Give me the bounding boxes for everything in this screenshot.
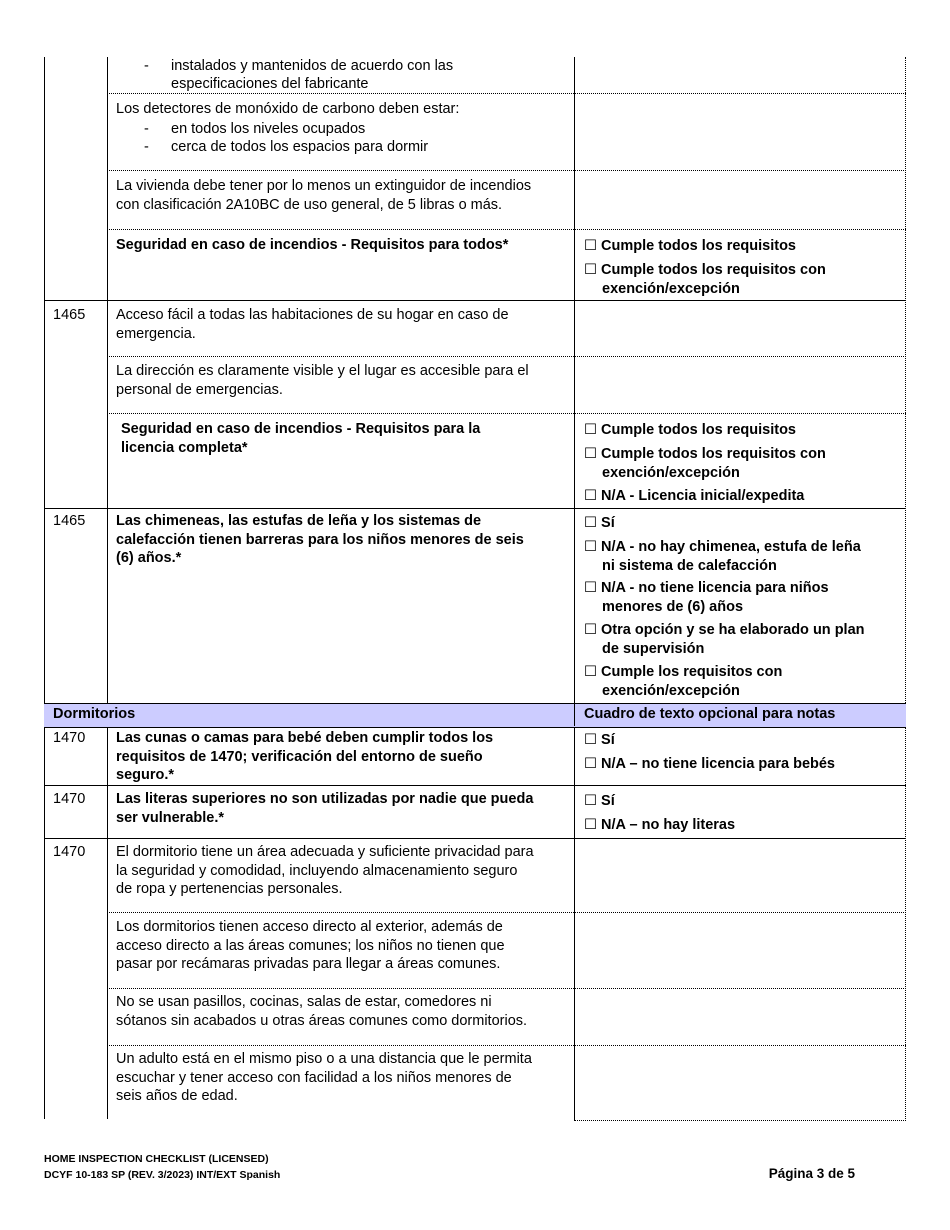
checkbox-icon[interactable]: ☐	[584, 539, 597, 555]
row-separator	[107, 1045, 906, 1046]
checkbox-option[interactable]: ☐ N/A – no hay literas	[584, 817, 736, 833]
checkbox-icon[interactable]: ☐	[584, 664, 597, 680]
requirement-text: Un adulto está en el mismo piso o a una distancia que le permita escuchar y tener acceso con facilidad a los niños menores de seis años de edad.	[116, 1051, 532, 1104]
checkbox-option[interactable]: ☐ Cumple todos los requisitos con exención/excepción	[584, 262, 826, 297]
checkbox-icon[interactable]: ☐	[584, 622, 597, 638]
form-number: DCYF 10-183 SP (REV. 3/2023) INT/EXT Spanish	[44, 1169, 281, 1181]
bullet-text: en todos los niveles ocupados	[171, 121, 366, 137]
wac-code: 1470	[53, 730, 86, 746]
requirement-text: Las cunas o camas para bebé deben cumplir todos los requisitos de 1470; verificación del entorno de sueño seguro.*	[116, 730, 494, 783]
row-separator	[107, 988, 906, 989]
table-left-border	[44, 57, 45, 1119]
checkbox-icon[interactable]: ☐	[584, 793, 597, 809]
bullet-item: - instalados y mantenidos de acuerdo con las	[144, 57, 564, 76]
checkbox-option[interactable]: ☐ Otra opción y se ha elaborado un plan de supervisión	[584, 622, 865, 657]
section-header-divider	[574, 703, 575, 726]
checkbox-option[interactable]: ☐ N/A – no tiene licencia para bebés	[584, 756, 835, 772]
row-separator	[107, 170, 906, 171]
bullet-item: - cerca de todos los espacios para dormir	[144, 138, 564, 157]
requirement-text: No se usan pasillos, cocinas, salas de estar, comedores ni sótanos sin acabados u otras áreas comunes como dormitorios.	[116, 994, 528, 1029]
checkbox-option[interactable]: ☐ Cumple los requisitos con exención/excepción	[584, 664, 783, 699]
checkbox-icon[interactable]: ☐	[584, 732, 597, 748]
checkbox-option[interactable]: ☐ Sí	[584, 793, 615, 809]
requirement-heading: Seguridad en caso de incendios - Requisitos para todos*	[116, 237, 509, 253]
checkbox-option[interactable]: ☐ N/A - no tiene licencia para niños menores de (6) años	[584, 580, 829, 615]
checkbox-option[interactable]: ☐ Cumple todos los requisitos	[584, 422, 796, 438]
section-title: Dormitorios	[53, 706, 136, 722]
row-separator	[44, 300, 906, 301]
page-number: Página 3 de 5	[768, 1166, 855, 1181]
requirement-text: La dirección es claramente visible y el lugar es accesible para el personal de emergencias.	[116, 363, 529, 398]
notes-column-title: Cuadro de texto opcional para notas	[584, 706, 836, 722]
requirement-text: El dormitorio tiene un área adecuada y suficiente privacidad para la seguridad y comodidad, incluyendo almacenamiento seguro de ropa y pertenencias personales.	[116, 844, 534, 897]
checkbox-option[interactable]: ☐ N/A - Licencia inicial/expedita	[584, 488, 805, 504]
checkbox-icon[interactable]: ☐	[584, 515, 597, 531]
checkbox-option[interactable]: ☐ Cumple todos los requisitos con exención/excepción	[584, 446, 826, 481]
checkbox-icon[interactable]: ☐	[584, 262, 597, 278]
row-separator	[107, 413, 906, 414]
requirement-text: Los detectores de monóxido de carbono deben estar:	[116, 101, 460, 117]
bullet-text: cerca de todos los espacios para dormir	[171, 139, 429, 155]
bullet-text: especificaciones del fabricante	[171, 76, 369, 92]
requirement-text: La vivienda debe tener por lo menos un extinguidor de incendios con clasificación 2A10BC de uso general, de 5 libras o más.	[116, 178, 532, 213]
checkbox-icon[interactable]: ☐	[584, 580, 597, 596]
checkbox-option[interactable]: ☐ N/A - no hay chimenea, estufa de leña ni sistema de calefacción	[584, 539, 861, 574]
bullet-item	[144, 75, 564, 94]
row-separator	[44, 838, 906, 839]
wac-code: 1470	[53, 844, 86, 860]
checkbox-option[interactable]: ☐ Sí	[584, 732, 615, 748]
form-title: HOME INSPECTION CHECKLIST (LICENSED)	[44, 1153, 269, 1165]
bullet-item: - en todos los niveles ocupados	[144, 120, 564, 139]
requirement-text: Las literas superiores no son utilizadas por nadie que pueda ser vulnerable.*	[116, 791, 534, 826]
bullet-text: instalados y mantenidos de acuerdo con las	[171, 58, 454, 74]
checkbox-icon[interactable]: ☐	[584, 756, 597, 772]
wac-code: 1465	[53, 307, 86, 323]
requirement-text: Acceso fácil a todas las habitaciones de su hogar en caso de emergencia.	[116, 307, 509, 342]
table-response-divider	[574, 57, 575, 1121]
table-bottom-notes	[574, 1120, 906, 1121]
checkbox-option[interactable]: ☐ Sí	[584, 515, 615, 531]
checkbox-icon[interactable]: ☐	[584, 238, 597, 254]
requirement-text: Las chimeneas, las estufas de leña y los sistemas de calefacción tienen barreras para los niños menores de seis (6) años.*	[116, 513, 524, 566]
checkbox-icon[interactable]: ☐	[584, 817, 597, 833]
requirement-heading: Seguridad en caso de incendios - Requisitos para la licencia completa*	[121, 421, 481, 456]
table-right-border	[905, 57, 906, 1121]
checkbox-icon[interactable]: ☐	[584, 446, 597, 462]
row-separator	[107, 912, 906, 913]
checkbox-icon[interactable]: ☐	[584, 422, 597, 438]
wac-code: 1465	[53, 513, 86, 529]
checkbox-option[interactable]: ☐ Cumple todos los requisitos	[584, 238, 796, 254]
table-code-divider	[107, 57, 108, 1119]
requirement-text: Los dormitorios tienen acceso directo al exterior, además de acceso directo a las áreas comunes; los niños no tienen que pasar por recámaras privadas para llegar a áreas comunes.	[116, 919, 505, 972]
row-separator	[107, 356, 906, 357]
checkbox-icon[interactable]: ☐	[584, 488, 597, 504]
row-separator	[107, 229, 906, 230]
row-separator	[44, 785, 906, 786]
wac-code: 1470	[53, 791, 86, 807]
row-separator	[44, 508, 906, 509]
